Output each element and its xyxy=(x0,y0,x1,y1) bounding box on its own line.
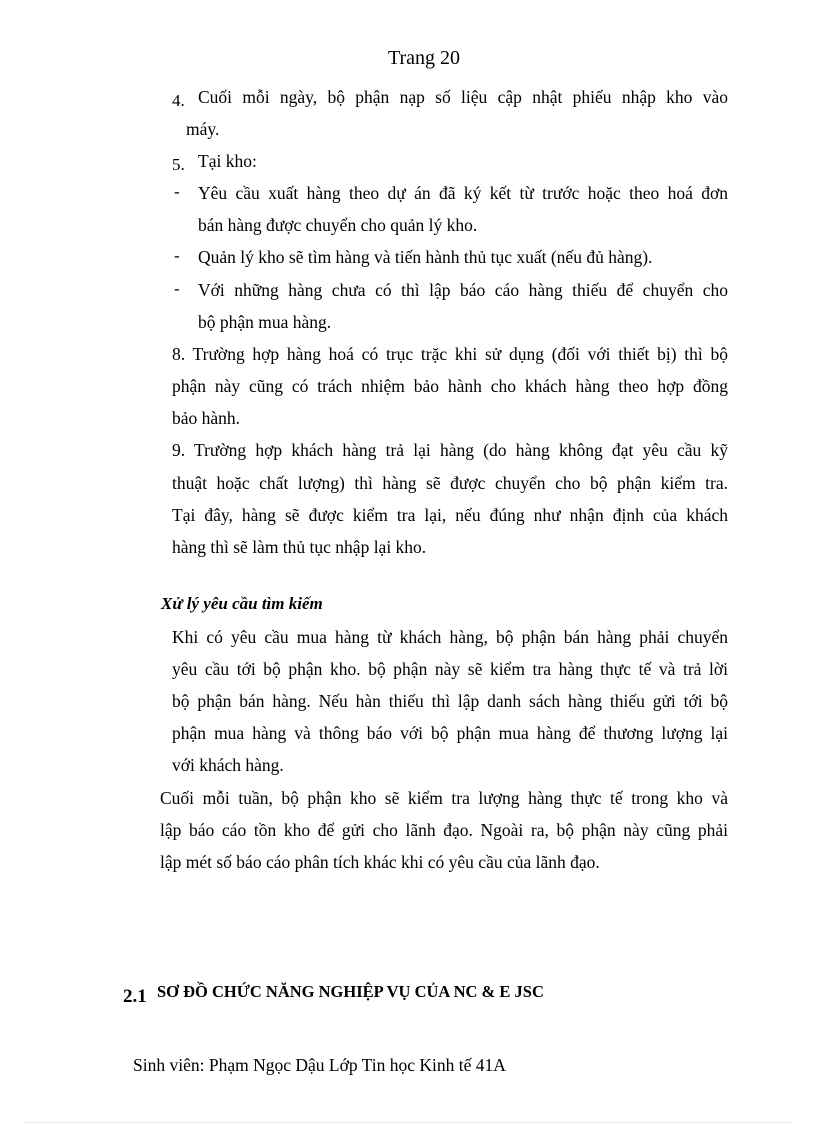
bullet-3-line-1: Với những hàng chưa có thì lập báo cáo hàng thiếu để chuyển cho xyxy=(198,280,728,300)
item-4-line-1: Cuối mỗi ngày, bộ phận nạp số liệu cập nhật phiếu nhập kho vào xyxy=(198,87,728,107)
item-9-line-1: 9. Trường hợp khách hàng trả lại hàng (do hàng không đạt yêu cầu kỹ xyxy=(172,440,728,460)
bullet-dash: - xyxy=(174,279,180,298)
search-para-2-line-2: lập báo cáo tồn kho để gửi cho lãnh đạo. Ngoài ra, bộ phận này cũng phải xyxy=(160,820,728,840)
item-8-line-2: phận này cũng có trách nhiệm bảo hành cho khách hàng theo hợp đồng xyxy=(172,376,728,396)
item-9-line-3: Tại đây, hàng sẽ được kiểm tra lại, nếu đúng như nhận định của khách xyxy=(172,505,728,525)
bullet-1-line-1: Yêu cầu xuất hàng theo dự án đã ký kết từ trước hoặc theo hoá đơn xyxy=(198,183,728,203)
item-9-line-2: thuật hoặc chất lượng) thì hàng sẽ được chuyển cho bộ phận kiểm tra. xyxy=(172,473,728,493)
search-para-1-line-3: bộ phận bán hàng. Nếu hàn thiếu thì lập danh sách hàng thiếu gửi tới bộ xyxy=(172,691,728,711)
item-4-number: 4. xyxy=(172,91,185,110)
section-title: SƠ ĐỒ CHỨC NĂNG NGHIỆP VỤ CỦA NC & E JSC xyxy=(157,982,544,1001)
bullet-dash: - xyxy=(174,182,180,201)
section-number: 2.1 xyxy=(123,986,147,1007)
item-8-line-1: 8. Trường hợp hàng hoá có trục trặc khi sử dụng (đối với thiết bị) thì bộ xyxy=(172,344,728,364)
search-para-1-line-4: phận mua hàng và thông báo với bộ phận mua hàng để thương lượng lại xyxy=(172,723,728,743)
item-5-label: Tại kho: xyxy=(198,151,257,171)
bullet-2-line-1: Quản lý kho sẽ tìm hàng và tiến hành thủ tục xuất (nếu đủ hàng). xyxy=(198,247,653,267)
search-para-1-line-5: với khách hàng. xyxy=(172,755,284,775)
bullet-3-line-2: bộ phận mua hàng. xyxy=(198,312,332,332)
item-4-line-2: máy. xyxy=(186,119,220,139)
search-para-2-line-1: Cuối mỗi tuần, bộ phận kho sẽ kiểm tra lượng hàng thực tế trong kho và xyxy=(160,788,728,808)
search-para-2-line-3: lập mét số báo cáo phân tích khác khi có yêu cầu của lãnh đạo. xyxy=(160,852,600,872)
item-8-line-3: bảo hành. xyxy=(172,408,241,428)
bullet-1-line-2: bán hàng được chuyển cho quản lý kho. xyxy=(198,215,478,235)
item-9-line-4: hàng thì sẽ làm thủ tục nhập lại kho. xyxy=(172,537,427,557)
page-number: Trang 20 xyxy=(387,47,461,69)
item-5-number: 5. xyxy=(172,155,185,174)
bullet-dash: - xyxy=(174,246,180,265)
search-para-1-line-1: Khi có yêu cầu mua hàng từ khách hàng, bộ phận bán hàng phải chuyển xyxy=(172,627,728,647)
search-section-heading: Xử lý yêu cầu tìm kiếm xyxy=(161,594,323,613)
search-para-1-line-2: yêu cầu tới bộ phận kho. bộ phận này sẽ kiểm tra hàng thực tế và trả lời xyxy=(172,659,728,679)
footer-student-info: Sinh viên: Phạm Ngọc Dậu Lớp Tin học Kinh tế 41A xyxy=(133,1055,506,1075)
